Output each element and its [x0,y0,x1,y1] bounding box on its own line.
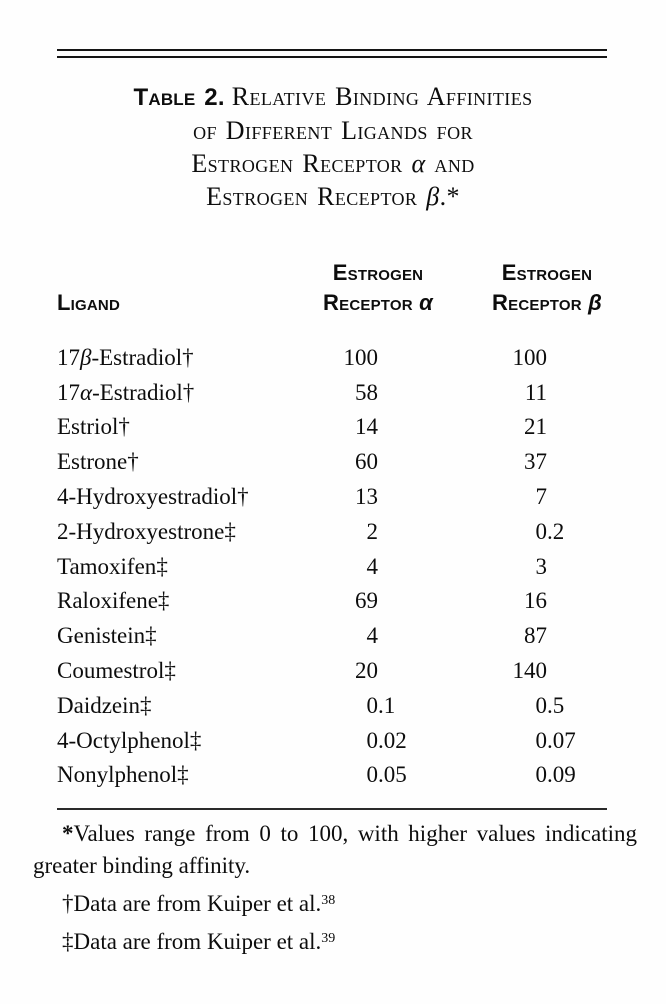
ligand-cell: Genistein‡ [57,623,157,649]
column-header-ligand: Ligand [57,290,120,315]
er-alpha-value: 2 [366,518,378,544]
table-title-line-4: Estrogen Receptor β.* [206,182,460,211]
table-row [0,514,666,549]
table-row [0,584,666,619]
footnote-marker-ref: ‡ [145,623,157,649]
footnote-marker-ref: ‡ [157,588,170,614]
er-beta-value: 7 [535,484,547,510]
ligand-cell: 4-Hydroxyestradiol† [57,484,249,510]
footnote-marker: † [62,891,74,916]
er-beta-value: 0.09 [535,762,576,788]
er-beta-value: 140 [512,658,547,684]
ligand-cell: Raloxifene‡ [57,588,170,614]
er-alpha-value: 69 [355,588,378,614]
footnote-marker: * [62,821,74,846]
ligand-cell: 2-Hydroxyestrone‡ [57,518,236,544]
footnote-marker-ref: † [118,414,130,440]
er-beta-value: 0.07 [535,727,576,753]
er-alpha-value: 14 [355,414,378,440]
column-header-er-alpha [288,258,468,318]
er-alpha-value: 4 [366,623,378,649]
footnote-marker-ref: ‡ [164,658,176,684]
ligand-cell: 17α-Estradiol† [57,379,195,405]
footnote-marker-ref: † [237,484,249,510]
footnote-marker-ref: ‡ [156,553,168,579]
er-beta-value: 16 [524,588,547,614]
table-row [0,618,666,653]
er-alpha-value: 4 [366,553,378,579]
er-alpha-value: 58 [355,379,378,405]
table-row [0,758,666,793]
table-row [0,688,666,723]
footnote-marker-ref: † [182,379,195,405]
table-row [0,340,666,375]
footnote: ‡Data are from Kuiper et al.$^{39}$ [62,929,336,954]
footnotes [33,818,637,964]
table-title [2,80,664,213]
table-row [0,444,666,479]
table-row [0,479,666,514]
column-header-er-alpha-line-2: Receptor α [323,290,433,315]
er-alpha-value: 20 [355,658,378,684]
table-title-line-1 [2,80,664,114]
reference-superscript: 38 [321,893,336,908]
table-title-text: Relative Binding Affinities [231,82,533,111]
footnote-marker-ref: ‡ [189,727,202,753]
table-row [0,723,666,758]
footnote-marker: ‡ [62,929,74,954]
column-header-er-beta-line-1: Estrogen [501,260,593,285]
footnote-marker-ref: † [182,344,194,370]
er-beta-value: 3 [535,553,547,579]
column-header-er-alpha-line-1: Estrogen [332,260,424,285]
bottom-rule [57,808,607,810]
footnote-marker-ref: ‡ [177,762,189,788]
column-header-er-beta-line-2: Receptor β [492,290,602,315]
footnote-marker-ref: ‡ [140,692,152,718]
er-alpha-value: 0.02 [366,727,407,753]
ligand-cell: 17β-Estradiol† [57,344,194,370]
table-row [0,410,666,445]
er-beta-value: 87 [524,623,547,649]
er-alpha-value: 13 [355,484,378,510]
ligand-cell: Daidzein‡ [57,692,152,718]
table-title-line-2: of Different Ligands for [193,116,473,145]
footnote: *Values range from 0 to 100, with higher values indicating greater binding affinity. [33,821,637,878]
er-beta-value: 0.5 [535,692,565,718]
er-beta-value: 37 [524,449,547,475]
er-alpha-value: 100 [343,344,378,370]
table-row [0,549,666,584]
er-beta-value: 21 [524,414,547,440]
column-header-er-beta [457,258,637,318]
er-alpha-value: 60 [355,449,378,475]
footnote-marker-ref: ‡ [224,518,236,544]
reference-superscript: 39 [321,931,336,946]
ligand-cell: Estriol† [57,414,130,440]
er-beta-value: 100 [512,344,547,370]
table-number-label: Table 2. [133,84,225,111]
footnote: †Data are from Kuiper et al.$^{38}$ [62,891,336,916]
table-title-line-3: Estrogen Receptor α and [191,149,475,178]
er-alpha-value: 0.1 [366,692,396,718]
top-double-rule [57,49,607,58]
table-row [0,653,666,688]
table-row [0,375,666,410]
er-beta-value: 11 [524,379,547,405]
footnote-marker-ref: † [127,449,139,475]
ligand-cell: 4-Octylphenol‡ [57,727,202,753]
ligand-cell: Estrone† [57,449,139,475]
er-beta-value: 0.2 [535,518,565,544]
table-rows [0,340,666,792]
ligand-cell: Nonylphenol‡ [57,762,189,788]
er-alpha-value: 0.05 [366,762,407,788]
ligand-cell: Coumestrol‡ [57,658,176,684]
ligand-cell: Tamoxifen‡ [57,553,168,579]
